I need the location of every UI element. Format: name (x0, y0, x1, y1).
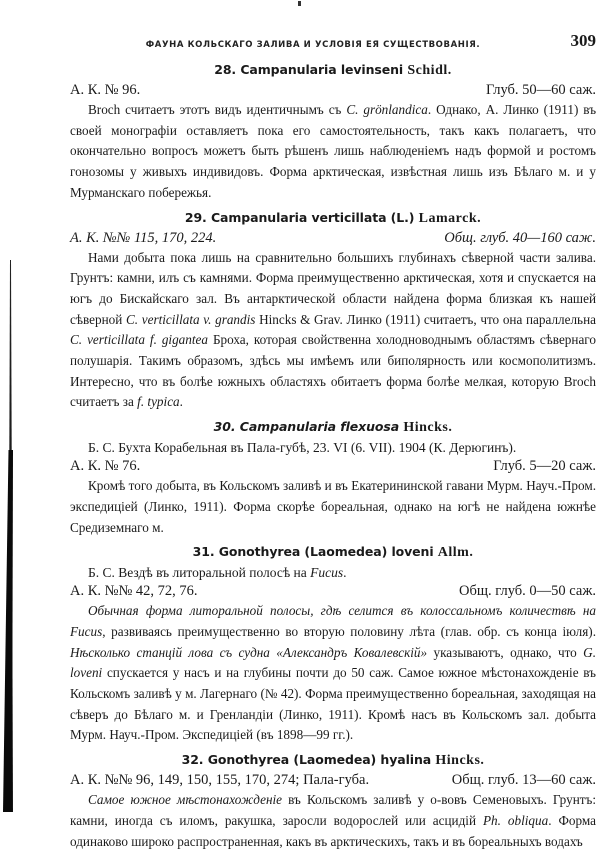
species-heading (70, 752, 596, 769)
italic-term: Нѣсколько станцій лова съ судна «Александръ Ковалевскій» (70, 644, 428, 660)
running-title: ФАУНА КОЛЬСКАГО ЗАЛИВА И УСЛОВІЯ ЕЯ СУЩЕСТВОВАНІЯ. (145, 40, 481, 50)
depth-range: Общ. глуб. 40—160 саж. (444, 229, 596, 246)
species-heading (70, 62, 596, 79)
depth-range: Глуб. 50—60 саж. (485, 82, 596, 98)
station-line (70, 582, 596, 601)
species-number: 28. (214, 62, 237, 77)
scan-mark (298, 1, 301, 6)
species-name: Campanularia levinseni (240, 62, 404, 77)
species-number: 31. (192, 544, 215, 560)
station-line (70, 81, 596, 100)
station-numbers: А. К. № 96. (70, 82, 141, 98)
species-author: Lamarck. (418, 210, 482, 226)
species-entry (70, 62, 596, 204)
species-number: 30. (213, 419, 236, 435)
species-name: Gonothyrea (Laomedea) loveni (218, 544, 434, 560)
station-numbers: А. К. №№ 42, 72, 76. (70, 583, 198, 600)
collection-location: Б. С. Вездѣ въ литоральной полосѣ на Fucus. (88, 565, 347, 581)
station-numbers: А. К. № 76. (70, 458, 141, 475)
species-description: Broch считаетъ этотъ видъ идентичнымъ съ C. grönlandica. Однако, А. Линко (1911) въ своей монографіи оставляетъ пока его самостоятельность, такъ какъ полагаетъ, что окончательно вопросъ можетъ быть рѣшенъ лишь наблюденіемъ надъ формой и ростомъ гонозомы у живыхъ индивидовъ. Форма арктическая, извѣстная лишь изъ Бѣлаго м. и у Мурманскаго побережья. (70, 102, 597, 200)
depth-range: Общ. глуб. 0—50 саж. (459, 583, 596, 600)
species-author: Hincks. (435, 753, 485, 769)
italic-term: f. typica (137, 394, 180, 410)
species-name: Campanularia verticillata (L.) (210, 209, 415, 225)
depth-range: Глуб. 5—20 саж. (493, 458, 596, 475)
station-line (70, 457, 596, 476)
depth-range: Общ. глуб. 13—60 саж. (451, 772, 596, 789)
species-entry (70, 419, 596, 538)
species-entry (70, 210, 596, 414)
species-description: Самое южное мѣстонахожденіе въ Кольскомъ заливѣ у о-вовъ Семеновыхъ. Грунтъ: камни, иногда съ иломъ, ракушка, заросли водорослей или асцидій Ph. obliqua. Форма одинаково широко распространенная, какъ въ арктическихъ, такъ и въ бореальныхъ водахъ (70, 792, 597, 849)
species-heading (70, 544, 596, 561)
species-heading (70, 210, 596, 227)
species-name: Campanularia flexuosa (239, 419, 400, 435)
species-author: Allm. (437, 545, 474, 561)
italic-term: Ph. obliqua (483, 812, 549, 828)
italic-term: C. grönlandica (346, 102, 428, 117)
collection-location: Б. С. Бухта Корабельная въ Пала-губѣ, 23. VI (6. VII). 1904 (К. Дерюгинъ). (88, 440, 517, 456)
species-entry (70, 544, 596, 746)
species-number: 32. (181, 752, 204, 768)
italic-term: Fucus (310, 565, 344, 581)
station-line (70, 229, 596, 248)
running-head (70, 26, 596, 56)
species-description: Нами добыта пока лишь на сравнительно большихъ глубинахъ сѣверной части залива. Грунтъ: камни, илъ съ камнями. Форма преимущественно арктическая, хотя и спускается на югъ до Бискайскаго зал. Въ антарктической области найдена форма близкая къ нашей сѣверной C. verticillata v. grandis Hincks & Grav. Линко (1911) считаетъ, что она параллельна C. verticillata f. gigantea Броха, которая свойственна холодноводнымъ областямъ сѣвернаго полушарія. Такимъ образомъ, здѣсь мы имѣемъ или биполярность или космополитизмъ. Интересно, что въ болѣе южныхъ областяхъ обитаетъ форма болѣе мелкая, которую Broch считаетъ за f. typica. (70, 249, 596, 410)
italic-term: Обычная форма литоральной полосы, гдѣ селится въ колоссальномъ количествѣ на Fucus (70, 603, 596, 639)
station-numbers: А. К. №№ 96, 149, 150, 155, 170, 274; Пала-губа. (70, 772, 370, 789)
species-author: Schidl. (407, 63, 452, 78)
binding-shadow-lower (3, 450, 13, 812)
italic-term: Самое южное мѣстонахожденіе (88, 792, 283, 808)
species-entry (70, 752, 596, 852)
italic-term: C. verticillata f. gigantea (70, 332, 208, 348)
station-numbers: А. К. №№ 115, 170, 224. (70, 229, 217, 246)
document-page (70, 26, 596, 852)
station-line (70, 771, 596, 790)
italic-term: C. verticillata v. grandis (125, 311, 256, 327)
page-number: 309 (570, 31, 596, 50)
species-description: Обычная форма литоральной полосы, гдѣ селится въ колоссальномъ количествѣ на Fucus, развиваясь преимущественно во вторую половину лѣта (глав. обр. съ конца іюля). Нѣсколько станцій лова съ судна «Александръ Ковалевскій» указываютъ, однако, что G. loveni спускается у насъ и на глубины почти до 50 саж. Самое южное мѣстонахожденіе въ Кольскомъ заливѣ у м. Лагернаго (№ 42). Форма преимущественно бореальная, заходящая на сѣверъ до Бѣлаго м. и Гренландіи (Линко, 1911). Кромѣ насъ въ Кольскомъ зал. добыта Мурм. Науч.-Пром. Экспедиціей (въ 1898—99 гг.). (70, 603, 596, 743)
species-number: 29. (184, 209, 207, 225)
species-heading (70, 419, 596, 436)
species-name: Gonothyrea (Laomedea) hyalina (207, 752, 432, 768)
italic-term: G. loveni (70, 644, 596, 681)
species-author: Hincks. (403, 420, 453, 436)
species-description: Кромѣ того добыта, въ Кольскомъ заливѣ и въ Екатерининской гавани Мурм. Науч.-Пром. экспедиціей (Линко, 1911). Форма скорѣе бореальная, однако на югѣ не найдена южнѣе Средиземнаго м. (70, 478, 596, 535)
